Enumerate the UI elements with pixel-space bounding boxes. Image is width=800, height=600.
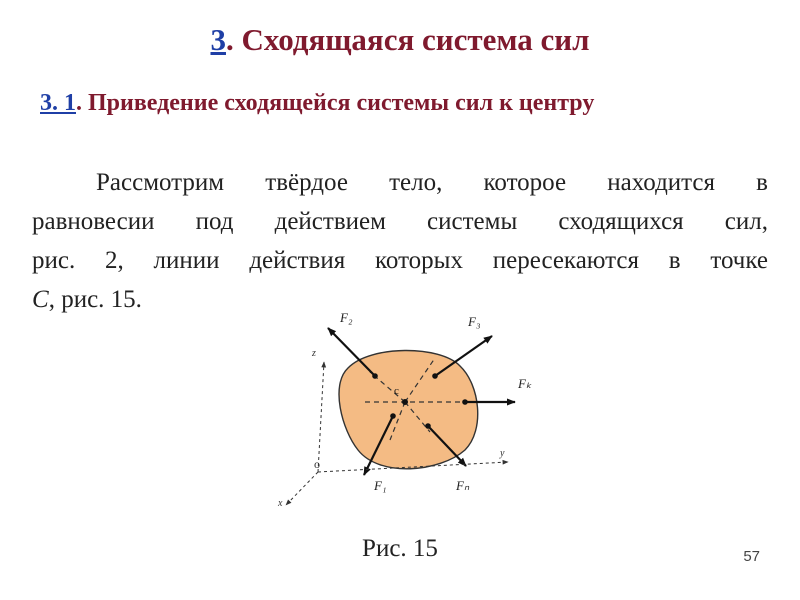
paragraph-line-3: рис. 2, линии действия которых пересекаются в точке (32, 247, 768, 274)
section-number-link[interactable]: 3 (210, 22, 226, 57)
page-number: 57 (743, 548, 760, 565)
body-paragraph (32, 163, 768, 319)
slide-subtitle (40, 90, 594, 117)
force-fk-label: Fₖ (518, 376, 532, 391)
force-fk-point (462, 399, 468, 405)
slide-subtitle-text: . Приведение сходящейся системы сил к центру (76, 90, 595, 116)
center-point-c (402, 399, 408, 405)
center-label: c (394, 385, 399, 397)
force-fn-label: Fₙ (456, 478, 470, 493)
origin-label: o (314, 457, 320, 471)
force-f2-label: F₂ (340, 310, 353, 325)
force-f1-label: F₁ (374, 478, 387, 493)
figure-caption: Рис. 15 (362, 535, 438, 562)
force-diagram (270, 300, 550, 525)
subsection-number-link[interactable]: 3. 1 (40, 90, 76, 116)
axis-x-label: x (278, 498, 283, 509)
force-f3-point (432, 373, 438, 379)
point-c-label: C (32, 286, 49, 313)
force-f2-point (372, 373, 378, 379)
axis-y-label: y (500, 448, 505, 459)
slide-title-text: . Сходящаяся система сил (225, 22, 590, 57)
force-fn-point (425, 423, 431, 429)
paragraph-line-1: Рассмотрим твёрдое тело, которое находится в (96, 169, 768, 196)
rigid-body-shape (339, 350, 478, 468)
axis-z-label: z (312, 348, 316, 359)
paragraph-line-4-rest: , рис. 15. (48, 286, 142, 313)
axis-x (286, 472, 318, 505)
axis-z (318, 362, 324, 472)
slide-title (0, 22, 800, 58)
force-f3-label: F₃ (468, 314, 481, 329)
paragraph-line-2: равновесии под действием системы сходящихся сил, (32, 208, 768, 235)
force-f1-point (390, 413, 396, 419)
